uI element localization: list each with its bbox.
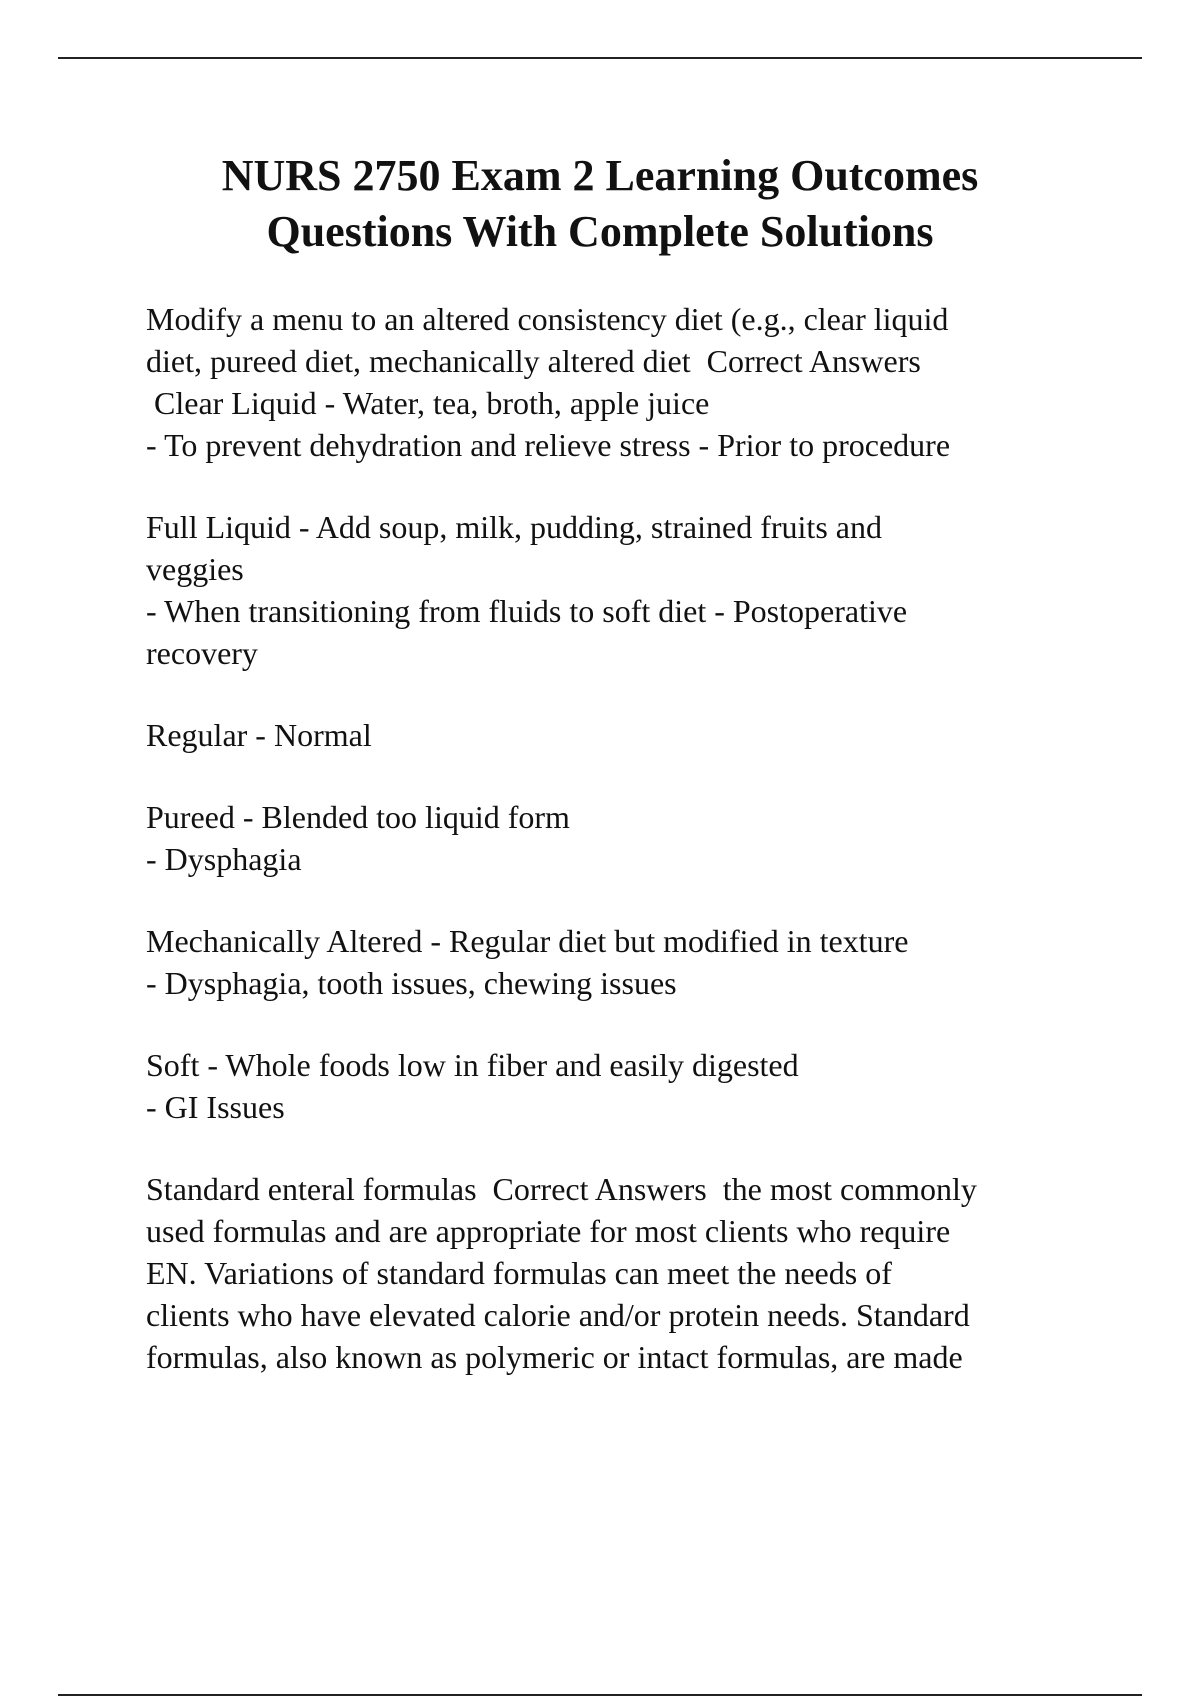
title-line-2: Questions With Complete Solutions xyxy=(266,207,934,256)
text-line: Soft - Whole foods low in fiber and easily digested xyxy=(146,1047,799,1083)
text-line: Full Liquid - Add soup, milk, pudding, strained fruits and xyxy=(146,509,882,545)
paragraph-spacer xyxy=(146,674,1096,714)
top-rule xyxy=(58,57,1142,59)
paragraph-standard-enteral-formulas xyxy=(146,1168,1096,1378)
bottom-rule xyxy=(58,1694,1142,1696)
paragraph-regular xyxy=(146,714,1096,756)
paragraph-clear-liquid xyxy=(146,298,1096,466)
page-title xyxy=(100,148,1100,260)
text-line: diet, pureed diet, mechanically altered diet Correct Answers xyxy=(146,343,921,379)
paragraph-spacer xyxy=(146,1004,1096,1044)
paragraph-mechanically-altered xyxy=(146,920,1096,1004)
text-line: - Dysphagia, tooth issues, chewing issues xyxy=(146,965,677,1001)
text-line: - When transitioning from fluids to soft diet - Postoperative xyxy=(146,593,908,629)
paragraph-soft xyxy=(146,1044,1096,1128)
text-line: Regular - Normal xyxy=(146,717,372,753)
document-body xyxy=(146,298,1096,1378)
text-line: clients who have elevated calorie and/or protein needs. Standard xyxy=(146,1297,970,1333)
text-line: Modify a menu to an altered consistency diet (e.g., clear liquid xyxy=(146,301,949,337)
text-line: EN. Variations of standard formulas can meet the needs of xyxy=(146,1255,892,1291)
text-line: recovery xyxy=(146,635,258,671)
text-line: - GI Issues xyxy=(146,1089,285,1125)
paragraph-spacer xyxy=(146,756,1096,796)
text-line: formulas, also known as polymeric or intact formulas, are made xyxy=(146,1339,963,1375)
paragraph-full-liquid xyxy=(146,506,1096,674)
text-line: Mechanically Altered - Regular diet but modified in texture xyxy=(146,923,909,959)
paragraph-pureed xyxy=(146,796,1096,880)
paragraph-spacer xyxy=(146,880,1096,920)
text-line: used formulas and are appropriate for most clients who require xyxy=(146,1213,951,1249)
text-line: Standard enteral formulas Correct Answers the most commonly xyxy=(146,1171,977,1207)
text-line: veggies xyxy=(146,551,244,587)
text-line: Clear Liquid - Water, tea, broth, apple juice xyxy=(146,385,710,421)
text-line: - To prevent dehydration and relieve stress - Prior to procedure xyxy=(146,427,951,463)
title-line-1: NURS 2750 Exam 2 Learning Outcomes xyxy=(221,151,979,200)
text-line: Pureed - Blended too liquid form xyxy=(146,799,570,835)
text-line: - Dysphagia xyxy=(146,841,302,877)
paragraph-spacer xyxy=(146,466,1096,506)
paragraph-spacer xyxy=(146,1128,1096,1168)
